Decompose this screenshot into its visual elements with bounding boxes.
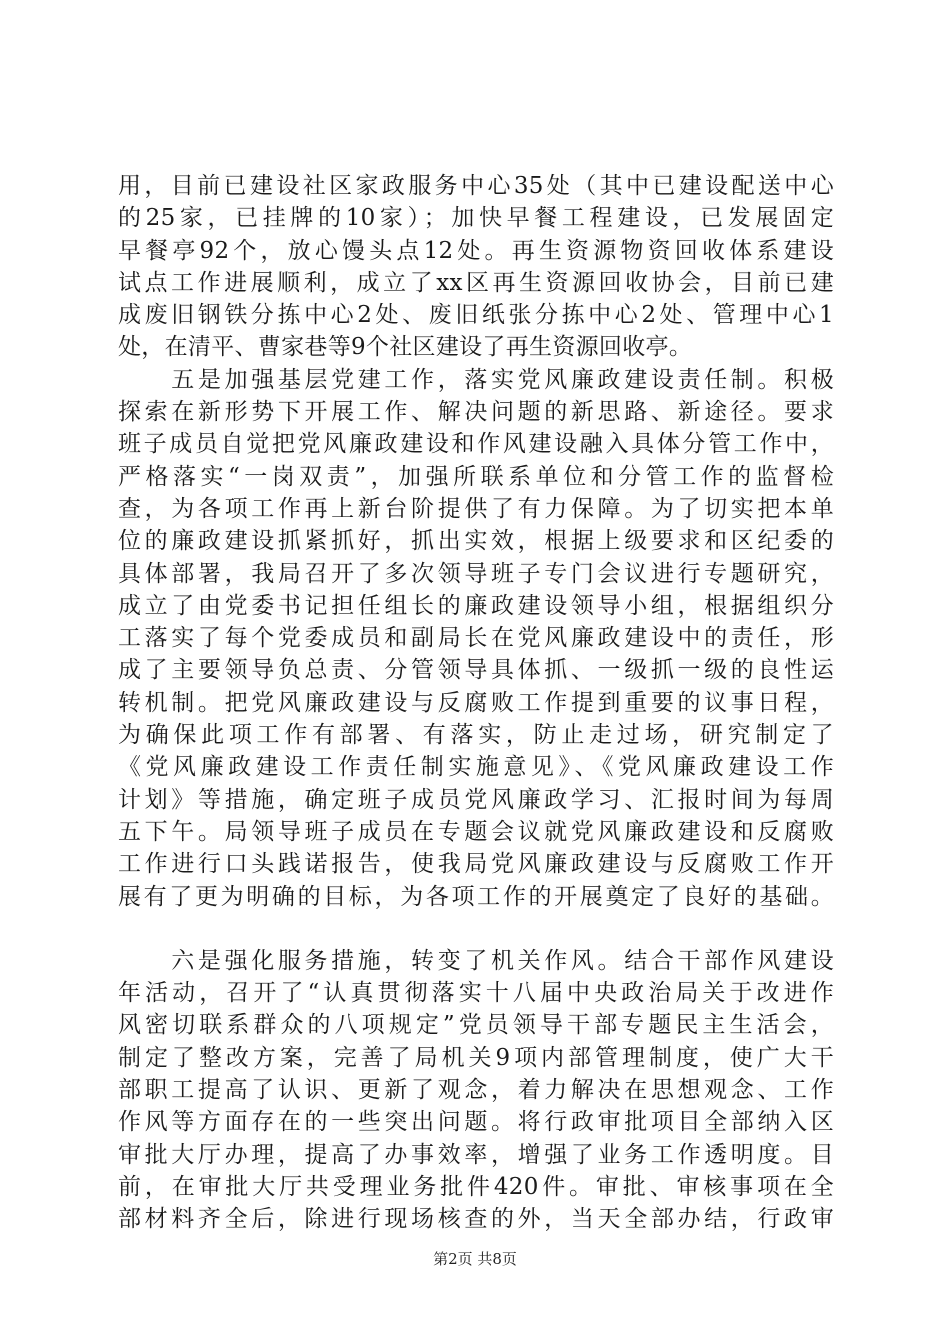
text-line: 的25家，已挂牌的10家）；加快早餐工程建设，已发展固定 [118, 205, 834, 232]
text-line: 部职工提高了认识、更新了观念，着力解决在思想观念、工作 [118, 1077, 834, 1104]
text-line: 风密切联系群众的八项规定”党员领导干部专题民主生活会， [118, 1012, 834, 1039]
document-body [118, 170, 834, 1236]
text-line: 成废旧钢铁分拣中心2处、废旧纸张分拣中心2处、管理中心1 [118, 302, 834, 329]
text-line: 计划》等措施，确定班子成员党风廉政学习、汇报时间为每周 [118, 786, 834, 813]
paragraph-party-building [118, 364, 834, 913]
text-line: 工作进行口头践诺报告，使我局党风廉政建设与反腐败工作开 [118, 851, 834, 878]
text-line: 为确保此项工作有部署、有落实，防止走过场，研究制定了 [118, 722, 834, 749]
paragraph-community-services [118, 170, 834, 364]
text-line: 用，目前已建设社区家政服务中心35处（其中已建设配送中心 [118, 173, 834, 199]
text-line: 部材料齐全后，除进行现场核查的外，当天全部办结，行政审 [118, 1206, 834, 1233]
text-line: 展有了更为明确的目标，为各项工作的开展奠定了良好的基础。 [118, 883, 834, 910]
text-line: 作风等方面存在的一些突出问题。将行政审批项目全部纳入区 [118, 1109, 834, 1136]
text-line: 前，在审批大厅共受理业务批件420件。审批、审核事项在全 [118, 1173, 834, 1200]
text-line: 早餐亭92个，放心馒头点12处。再生资源物资回收体系建设 [118, 237, 834, 264]
text-line: 《党风廉政建设工作责任制实施意见》、《党风廉政建设工作 [118, 754, 834, 781]
text-line: 探索在新形势下开展工作、解决问题的新思路、新途径。要求 [118, 399, 834, 426]
text-line: 五是加强基层党建工作，落实党风廉政建设责任制。积极 [118, 366, 834, 393]
text-line: 成了主要领导负总责、分管领导具体抓、一级抓一级的良性运 [118, 657, 834, 684]
text-line: 审批大厅办理，提高了办事效率，增强了业务工作透明度。目 [118, 1141, 834, 1168]
text-line: 工落实了每个党委成员和副局长在党风廉政建设中的责任，形 [118, 625, 834, 652]
paragraph-gap [118, 913, 834, 945]
text-line: 班子成员自觉把党风廉政建设和作风建设融入具体分管工作中， [118, 431, 834, 458]
text-line: 六是强化服务措施，转变了机关作风。结合干部作风建设 [118, 947, 834, 974]
text-line: 处，在清平、曹家巷等9个社区建设了再生资源回收亭。 [118, 334, 693, 361]
text-line: 转机制。把党风廉政建设与反腐败工作提到重要的议事日程， [118, 689, 834, 716]
text-line: 具体部署，我局召开了多次领导班子专门会议进行专题研究， [118, 560, 834, 587]
text-line: 年活动，召开了“认真贯彻落实十八届中央政治局关于改进作 [118, 980, 834, 1007]
text-line: 五下午。局领导班子成员在专题会议就党风廉政建设和反腐败 [118, 818, 834, 845]
text-line: 成立了由党委书记担任组长的廉政建设领导小组，根据组织分 [118, 592, 834, 619]
text-line: 严格落实“一岗双责”，加强所联系单位和分管工作的监督检 [118, 463, 834, 490]
text-line: 位的廉政建设抓紧抓好，抓出实效，根据上级要求和区纪委的 [118, 528, 834, 555]
paragraph-service-measures [118, 945, 834, 1236]
page-footer: 第2页 共8页 [433, 1250, 517, 1268]
text-line: 制定了整改方案，完善了局机关9项内部管理制度，使广大干 [118, 1044, 834, 1071]
text-line: 试点工作进展顺利，成立了xx区再生资源回收协会，目前已建 [118, 269, 834, 296]
text-line: 查，为各项工作再上新台阶提供了有力保障。为了切实把本单 [118, 495, 834, 522]
